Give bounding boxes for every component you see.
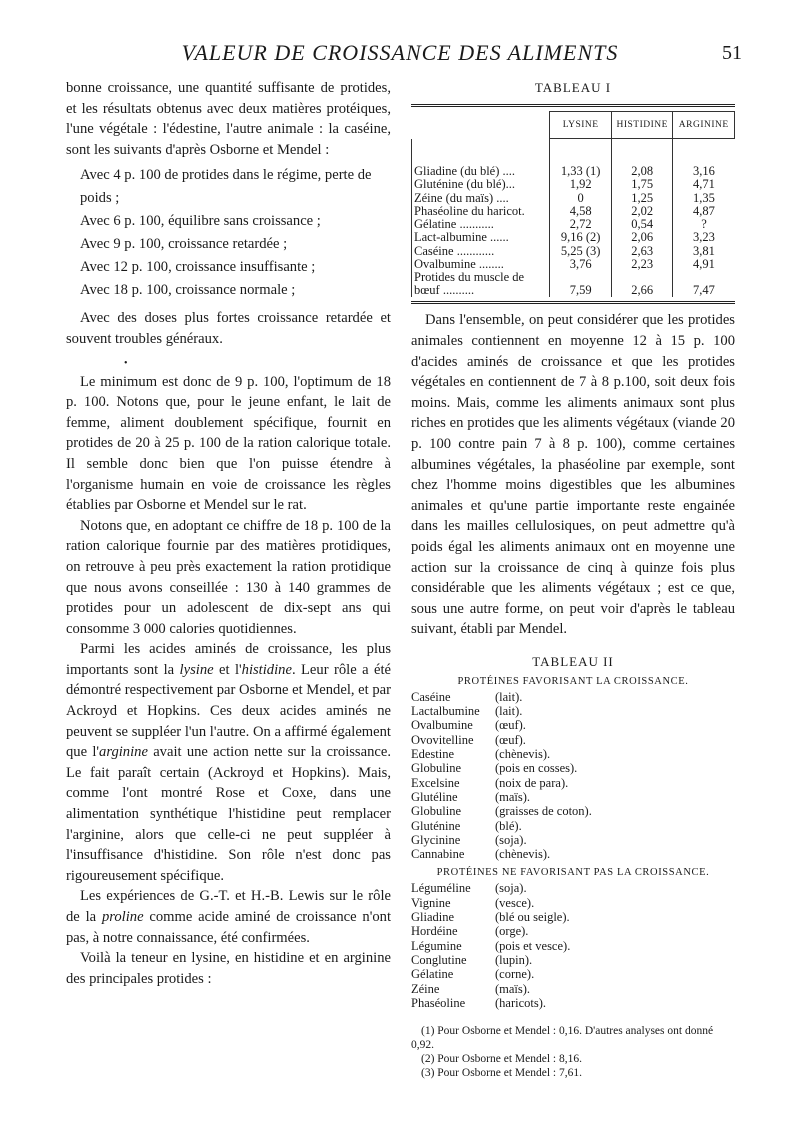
- arginine-value: 4,91: [673, 258, 735, 271]
- lysine-value: 3,76: [550, 258, 612, 271]
- paragraph: Voilà la teneur en lysine, en histidine et en arginine des principales protides :: [66, 950, 391, 987]
- arginine-value: 4,87: [673, 205, 735, 218]
- paragraph: [66, 886, 391, 948]
- protein-source: (soja).: [495, 832, 527, 847]
- table-row: [412, 258, 735, 271]
- left-column: [66, 78, 391, 989]
- histidine-value: 2,02: [611, 205, 673, 218]
- term-arginine: arginine: [99, 744, 148, 761]
- histidine-value: 2,66: [611, 271, 673, 297]
- list-item: [411, 819, 735, 833]
- protein-name: Léguméline: [411, 881, 471, 896]
- page-title: VALEUR DE CROISSANCE DES ALIMENTS: [181, 40, 619, 65]
- page-number: 51: [722, 42, 742, 64]
- protein-name: Gélatine ...........: [412, 218, 550, 231]
- col-header-arginine: ARGININE: [673, 112, 735, 139]
- protein-source: (maïs).: [495, 981, 531, 996]
- protein-name: Excelsine: [411, 775, 460, 790]
- lysine-value: 9,16 (2): [550, 231, 612, 244]
- term-proline: proline: [101, 909, 144, 925]
- protein-name: Ovovitelline: [411, 732, 474, 747]
- paragraph: Notons que, en adoptant ce chiffre de 18 p. 100 de la ration calorique fournie par des matières protidiques, on retrouve à peu près exactement la ration protidique que nous avons conseillée : 130 à 140 grammes de protides pour un adolescent de dix-sept ans qui consomme 3 000 calories quotidiennes.: [66, 517, 391, 637]
- protein-source: (blé).: [495, 818, 522, 833]
- section-break: [66, 350, 391, 372]
- protein-name: Légumine: [411, 938, 462, 953]
- list-item: [411, 967, 735, 981]
- protein-name: Gluténine (du blé)...: [412, 178, 550, 191]
- right-column: [411, 78, 735, 1080]
- protein-name: Conglutine: [411, 952, 467, 967]
- growth-list: [66, 164, 391, 302]
- list-item: [411, 953, 735, 967]
- table-row: [412, 231, 735, 244]
- histidine-value: 2,23: [611, 258, 673, 271]
- protein-source: (haricots).: [495, 995, 547, 1010]
- table-row: [412, 165, 735, 178]
- protein-name: Ovalbumine ........: [412, 258, 550, 271]
- protein-name: Zéine (du maïs) ....: [412, 192, 550, 205]
- protein-name: Globuline: [411, 761, 461, 776]
- lysine-value: 2,72: [550, 218, 612, 231]
- protein-name: Caséine: [411, 689, 451, 704]
- protein-name: Gélatine: [411, 967, 454, 982]
- lysine-value: 1,33 (1): [550, 165, 612, 178]
- histidine-value: 1,75: [611, 178, 673, 191]
- protein-name: Gliadine (du blé) ....: [412, 165, 550, 178]
- protein-name: Glutéline: [411, 789, 458, 804]
- list-item: [411, 747, 735, 761]
- list-item: [411, 733, 735, 747]
- table-header-row: [412, 112, 735, 139]
- protein-name: Zéine: [411, 981, 440, 996]
- histidine-value: 0,54: [611, 218, 673, 231]
- list-item: [411, 704, 735, 718]
- col-header-histidine: HISTIDINE: [611, 112, 673, 139]
- list-item: [411, 896, 735, 910]
- term-histidine: histidine: [241, 661, 292, 678]
- table-row: [412, 245, 735, 258]
- arginine-value: 7,47: [673, 271, 735, 297]
- protein-name: Caséine ............: [412, 245, 550, 258]
- protein-source: (maïs).: [495, 789, 531, 804]
- list-item: [411, 790, 735, 804]
- protein-name: Lact-albumine ......: [412, 231, 550, 244]
- protein-name: Cannabine: [411, 847, 465, 862]
- amino-acid-table: [411, 111, 735, 297]
- protein-name: Gluténine: [411, 818, 461, 833]
- arginine-value: 3,16: [673, 165, 735, 178]
- col-header-lysine: LYSINE: [550, 112, 612, 139]
- lysine-value: 0: [550, 192, 612, 205]
- table-row: [412, 205, 735, 218]
- protein-source: (pois et vesce).: [495, 938, 571, 953]
- text-run: . Leur rôle a été démontré respectivement par Osborne et Mendel, et par Ackroyd et Hopkins. Ces deux acides aminés ne peuvent se suppléer l'un l'autre. On a affirmé également que l': [66, 661, 391, 761]
- protein-name: Lactalbumine: [411, 704, 480, 719]
- arginine-value: 4,71: [673, 178, 735, 191]
- lysine-value: 5,25 (3): [550, 245, 612, 258]
- protein-source: (chènevis).: [495, 747, 551, 762]
- footnote: (1) Pour Osborne et Mendel : 0,16. D'autres analyses ont donné 0,92.: [411, 1025, 714, 1052]
- protein-source: (noix de para).: [495, 775, 569, 790]
- lysine-value: 1,92: [550, 178, 612, 191]
- arginine-value: 1,35: [673, 192, 735, 205]
- protein-name: Glycinine: [411, 832, 461, 847]
- lysine-value: 7,59: [550, 271, 612, 297]
- protein-name: Globuline: [411, 804, 461, 819]
- table1: [411, 104, 735, 304]
- table-row: [412, 178, 735, 191]
- list-item: Avec 6 p. 100, équilibre sans croissance ;: [80, 213, 321, 230]
- protein-source: (œuf).: [495, 718, 526, 733]
- protein-source: (graisses de coton).: [495, 804, 592, 819]
- list-item: [411, 718, 735, 732]
- protein-name: Protides du muscle de bœuf ..........: [412, 271, 550, 297]
- table-row: [412, 192, 735, 205]
- paragraph: Dans l'ensemble, on peut considérer que les protides animales contiennent en moyenne 12 à 15 p. 100 d'acides aminés de croissance et que les protides végétales en contiennent de 7 à 8 p.100, soit deux fois moins. Mais, comme les aliments animaux sont plus riches en protides que les aliments végétaux (viande 20 p. 100 contre pain 7 à 8 p. 100), comme certaines albumines végétales, la phaséoline par exemple, sont chez l'homme moins digestibles que les albumines animales et qu'une partie importante reste engainée dans les mailles cellulosiques, on peut admettre qu'à poids égal les aliments animaux ont en moyenne une action sur la croissance de cinq à quinze fois plus considérable que les aliments végétaux ; est ce que, sous une autre forme, on peut voir d'après le tableau suivant, établi par Mendel.: [411, 312, 735, 638]
- histidine-value: 2,06: [611, 231, 673, 244]
- list-item: [411, 690, 735, 704]
- list-item: [411, 833, 735, 847]
- protein-name: Phaséoline: [411, 995, 466, 1010]
- text-run: Parmi les acides aminés de croissance, les plus importants sont la: [66, 641, 391, 678]
- list-item: [411, 924, 735, 938]
- list-item: Avec 18 p. 100, croissance normale ;: [80, 282, 296, 299]
- paragraph: [66, 639, 391, 886]
- protein-name: Phaséoline du haricot.: [412, 205, 550, 218]
- protein-source: (pois en cosses).: [495, 761, 578, 776]
- favor-header: PROTÉINES FAVORISANT LA CROISSANCE.: [457, 675, 689, 687]
- favor-list: [411, 690, 735, 862]
- term-lysine: lysine: [179, 661, 214, 678]
- table2-caption: TABLEAU II: [532, 653, 614, 669]
- protein-source: (œuf).: [495, 732, 526, 747]
- arginine-value: 3,23: [673, 231, 735, 244]
- table-row: [412, 271, 735, 297]
- list-item: [411, 996, 735, 1010]
- paragraph: bonne croissance, une quantité suffisante de protides, et les résultats obtenus avec deux matières protéiques, l'une végétale : l'édestine, l'autre animale : la caséine, sont les suivants d'après Osborne et Mendel :: [66, 80, 391, 158]
- bullet-mark: •: [124, 357, 128, 369]
- protein-source: (lait).: [495, 689, 523, 704]
- protein-name: Gliadine: [411, 910, 455, 925]
- text-run: Les expériences de G.-T. et H.-B. Lewis sur le rôle de la: [66, 888, 391, 925]
- footnotes: [411, 1024, 735, 1080]
- lysine-value: 4,58: [550, 205, 612, 218]
- histidine-value: 2,63: [611, 245, 673, 258]
- paragraph: Avec des doses plus fortes croissance retardée et souvent troubles généraux.: [66, 310, 391, 347]
- nonfavor-header: PROTÉINES NE FAVORISANT PAS LA CROISSANCE.: [436, 867, 710, 879]
- list-item: Avec 9 p. 100, croissance retardée ;: [80, 236, 288, 253]
- protein-source: (chènevis).: [495, 847, 551, 862]
- protein-source: (vesce).: [495, 895, 535, 910]
- protein-name: Edestine: [411, 747, 455, 762]
- list-item: [411, 881, 735, 895]
- list-item: Avec 4 p. 100 de protides dans le régime, perte de poids ;: [80, 167, 372, 207]
- table1-caption: TABLEAU I: [534, 80, 612, 95]
- protein-source: (blé ou seigle).: [495, 910, 570, 925]
- list-item: [411, 847, 735, 861]
- protein-source: (lait).: [495, 704, 523, 719]
- table-row: [412, 218, 735, 231]
- protein-name: Ovalbumine: [411, 718, 473, 733]
- list-item: [411, 939, 735, 953]
- list-item: [411, 761, 735, 775]
- histidine-value: 2,08: [611, 165, 673, 178]
- paragraph: Le minimum est donc de 9 p. 100, l'optimum de 18 p. 100. Notons que, pour le jeune enfant, le lait de femme, aliment doublement spécifique, fournit en protides de 20 à 25 p. 100 de la ration calorique totale. Il semble donc bien que l'on puisse étendre à l'organisme humain en voie de croissance les règles établies par Osborne et Mendel sur le rat.: [66, 373, 391, 514]
- nonfavor-list: [411, 881, 735, 1010]
- list-item: [411, 982, 735, 996]
- protein-name: Hordéine: [411, 924, 458, 939]
- footnote: (2) Pour Osborne et Mendel : 8,16.: [421, 1053, 582, 1066]
- protein-source: (soja).: [495, 881, 527, 896]
- protein-source: (orge).: [495, 924, 529, 939]
- arginine-value: 3,81: [673, 245, 735, 258]
- arginine-value: ?: [673, 218, 735, 231]
- protein-source: (corne).: [495, 967, 535, 982]
- text-run: et l': [213, 661, 242, 678]
- running-header: [0, 18, 800, 65]
- protein-source: (lupin).: [495, 952, 533, 967]
- histidine-value: 1,25: [611, 192, 673, 205]
- list-item: [411, 804, 735, 818]
- list-item: [411, 910, 735, 924]
- footnote: (3) Pour Osborne et Mendel : 7,61.: [421, 1067, 582, 1080]
- list-item: Avec 12 p. 100, croissance insuffisante ;: [80, 259, 316, 276]
- text-run: avait une action nette sur la croissance. Le fait paraît certain (Ackroyd et Hopkins). Mais, comme l'ont montré Rose et Coxe, dans une alimentation synthétique l'histidine peut remplacer l'arginine, alors que celle-ci ne peut suppléer à l'insuffisance d'histidine. Son rôle n'est donc pas rigoureusement spécifique.: [66, 744, 391, 884]
- text-run: comme acide aminé de croissance n'ont pas, à notre connaissance, été confirmées.: [66, 909, 391, 946]
- list-item: [411, 776, 735, 790]
- protein-name: Vignine: [411, 895, 451, 910]
